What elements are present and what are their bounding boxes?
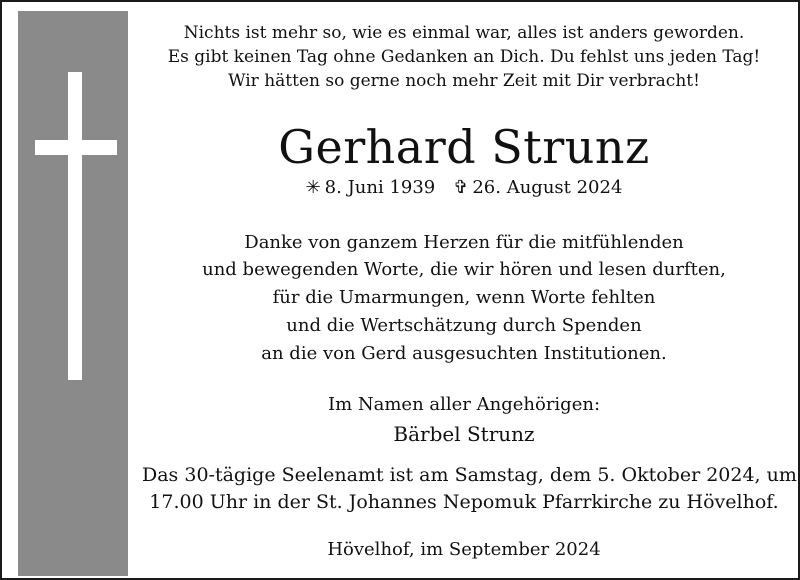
quote-line-1: Nichts ist mehr so, wie es einmal war, alles ist anders geworden. bbox=[183, 23, 745, 43]
memorial-mass-line-2: 17.00 Uhr in der St. Johannes Nepomuk Pfarrkirche zu Hövelhof. bbox=[149, 491, 779, 513]
thanks-line-2: und bewegenden Worte, die wir hören und lesen durften, bbox=[202, 259, 726, 280]
birth-star-icon: ✳ bbox=[305, 177, 321, 198]
birth-date: 8. Juni 1939 bbox=[324, 177, 436, 198]
thanks-line-5: an die von Gerd ausgesuchten Institutionen. bbox=[261, 343, 667, 364]
cross-horizontal-beam bbox=[35, 140, 117, 155]
life-dates bbox=[142, 177, 786, 199]
place-and-date: Hövelhof, im September 2024 bbox=[327, 539, 601, 560]
death-cross-icon: ✞ bbox=[453, 177, 469, 198]
quote-line-2: Es gibt keinen Tag ohne Gedanken an Dich. Du fehlst uns jeden Tag! bbox=[167, 47, 761, 67]
signature-intro: Im Namen aller Angehörigen: bbox=[327, 394, 601, 415]
quote-line-3: Wir hätten so gerne noch mehr Zeit mit Dir verbracht! bbox=[228, 71, 700, 91]
cross-vertical-beam bbox=[68, 72, 82, 380]
thanks-line-3: für die Umarmungen, wenn Worte fehlten bbox=[272, 287, 656, 308]
thanks-line-1: Danke von ganzem Herzen für die mitfühlenden bbox=[244, 232, 684, 253]
signature-name: Bärbel Strunz bbox=[393, 422, 535, 446]
memorial-mass-line-1: Das 30-tägige Seelenamt ist am Samstag, dem 5. Oktober 2024, um bbox=[142, 464, 797, 486]
death-date: 26. August 2024 bbox=[472, 177, 623, 198]
deceased-name: Gerhard Strunz bbox=[278, 120, 650, 174]
thanks-line-4: und die Wertschätzung durch Spenden bbox=[286, 315, 642, 336]
